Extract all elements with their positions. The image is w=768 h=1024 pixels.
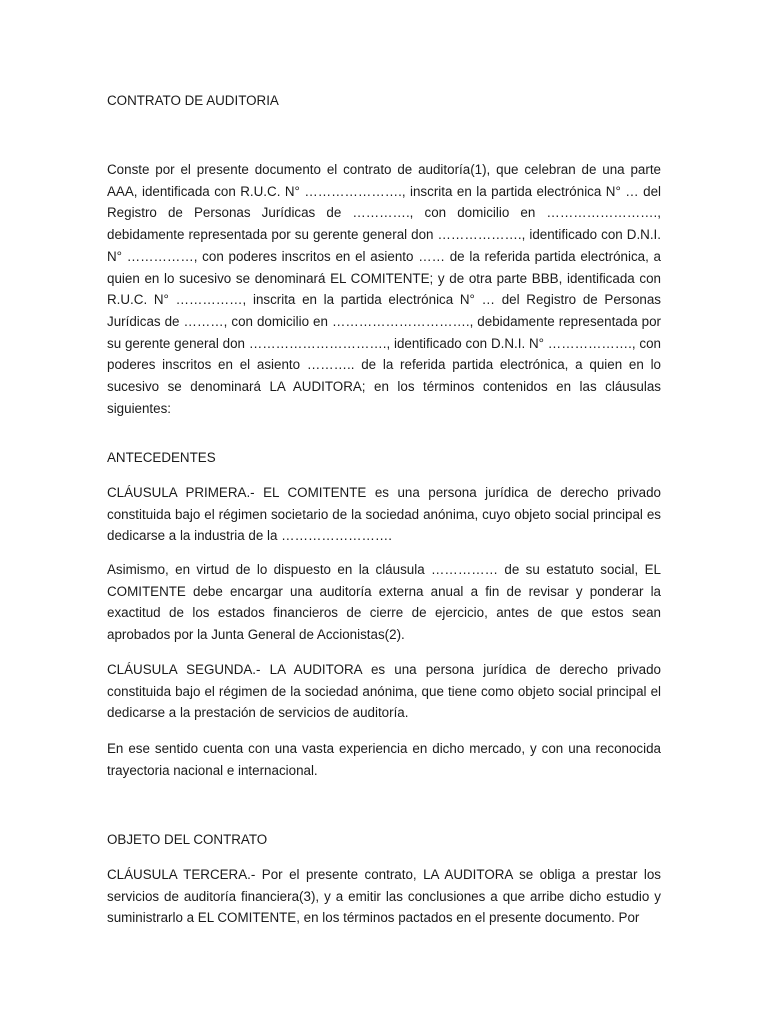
- section-heading-antecedentes: ANTECEDENTES: [107, 450, 216, 465]
- clausula-segunda-paragraph: CLÁUSULA SEGUNDA.- LA AUDITORA es una persona jurídica de derecho privado constituida bajo el régimen de la sociedad anónima, que tiene como objeto social principal el dedicarse a la prestación de servicios de auditoría.: [107, 662, 661, 721]
- intro-paragraph: Conste por el presente documento el contrato de auditoría(1), que celebran de una parte AAA, identificada con R.U.C. N° …………………., inscrita en la partida electrónica N° … del Registro de Personas Jurídicas de …………., con domicilio en ……………………., debidamente representada por su gerente general don ………………., identificado con D.N.I. N° ……………, con poderes inscritos en el asiento …… de la referida partida electrónica, a quien en lo sucesivo se denominará EL COMITENTE; y de otra parte BBB, identificada con R.U.C. N° ……………, inscrita en la partida electrónica N° … del Registro de Personas Jurídicas de ………, con domicilio en …………………………., debidamente representada por su gerente general don …………………………., identificado con D.N.I. N° ………………., con poderes inscritos en el asiento ……….. de la referida partida electrónica, a quien en lo sucesivo se denominará LA AUDITORA; en los términos contenidos en las cláusulas siguientes:: [107, 162, 661, 416]
- en-ese-sentido-paragraph: En ese sentido cuenta con una vasta experiencia en dicho mercado, y con una reconocida trayectoria nacional e internacional.: [107, 741, 661, 778]
- asimismo-paragraph: Asimismo, en virtud de lo dispuesto en la cláusula …………… de su estatuto social, EL COMITENTE debe encargar una auditoría externa anual a fin de revisar y ponderar la exactitud de los estados financieros de cierre de ejercicio, antes de que estos sean aprobados por la Junta General de Accionistas(2).: [107, 562, 661, 643]
- clausula-tercera-paragraph: CLÁUSULA TERCERA.- Por el presente contrato, LA AUDITORA se obliga a prestar los servicios de auditoría financiera(3), y a emitir las conclusiones a que arribe dicho estudio y suministrarlo a EL COMITENTE, en los términos pactados en el presente documento. Por: [107, 867, 661, 926]
- clausula-primera-paragraph: CLÁUSULA PRIMERA.- EL COMITENTE es una persona jurídica de derecho privado constituida bajo el régimen societario de la sociedad anónima, cuyo objeto social principal es dedicarse a la industria de la …………………….: [107, 485, 661, 544]
- document-title: CONTRATO DE AUDITORIA: [107, 93, 279, 108]
- section-heading-objeto: OBJETO DEL CONTRATO: [107, 832, 268, 847]
